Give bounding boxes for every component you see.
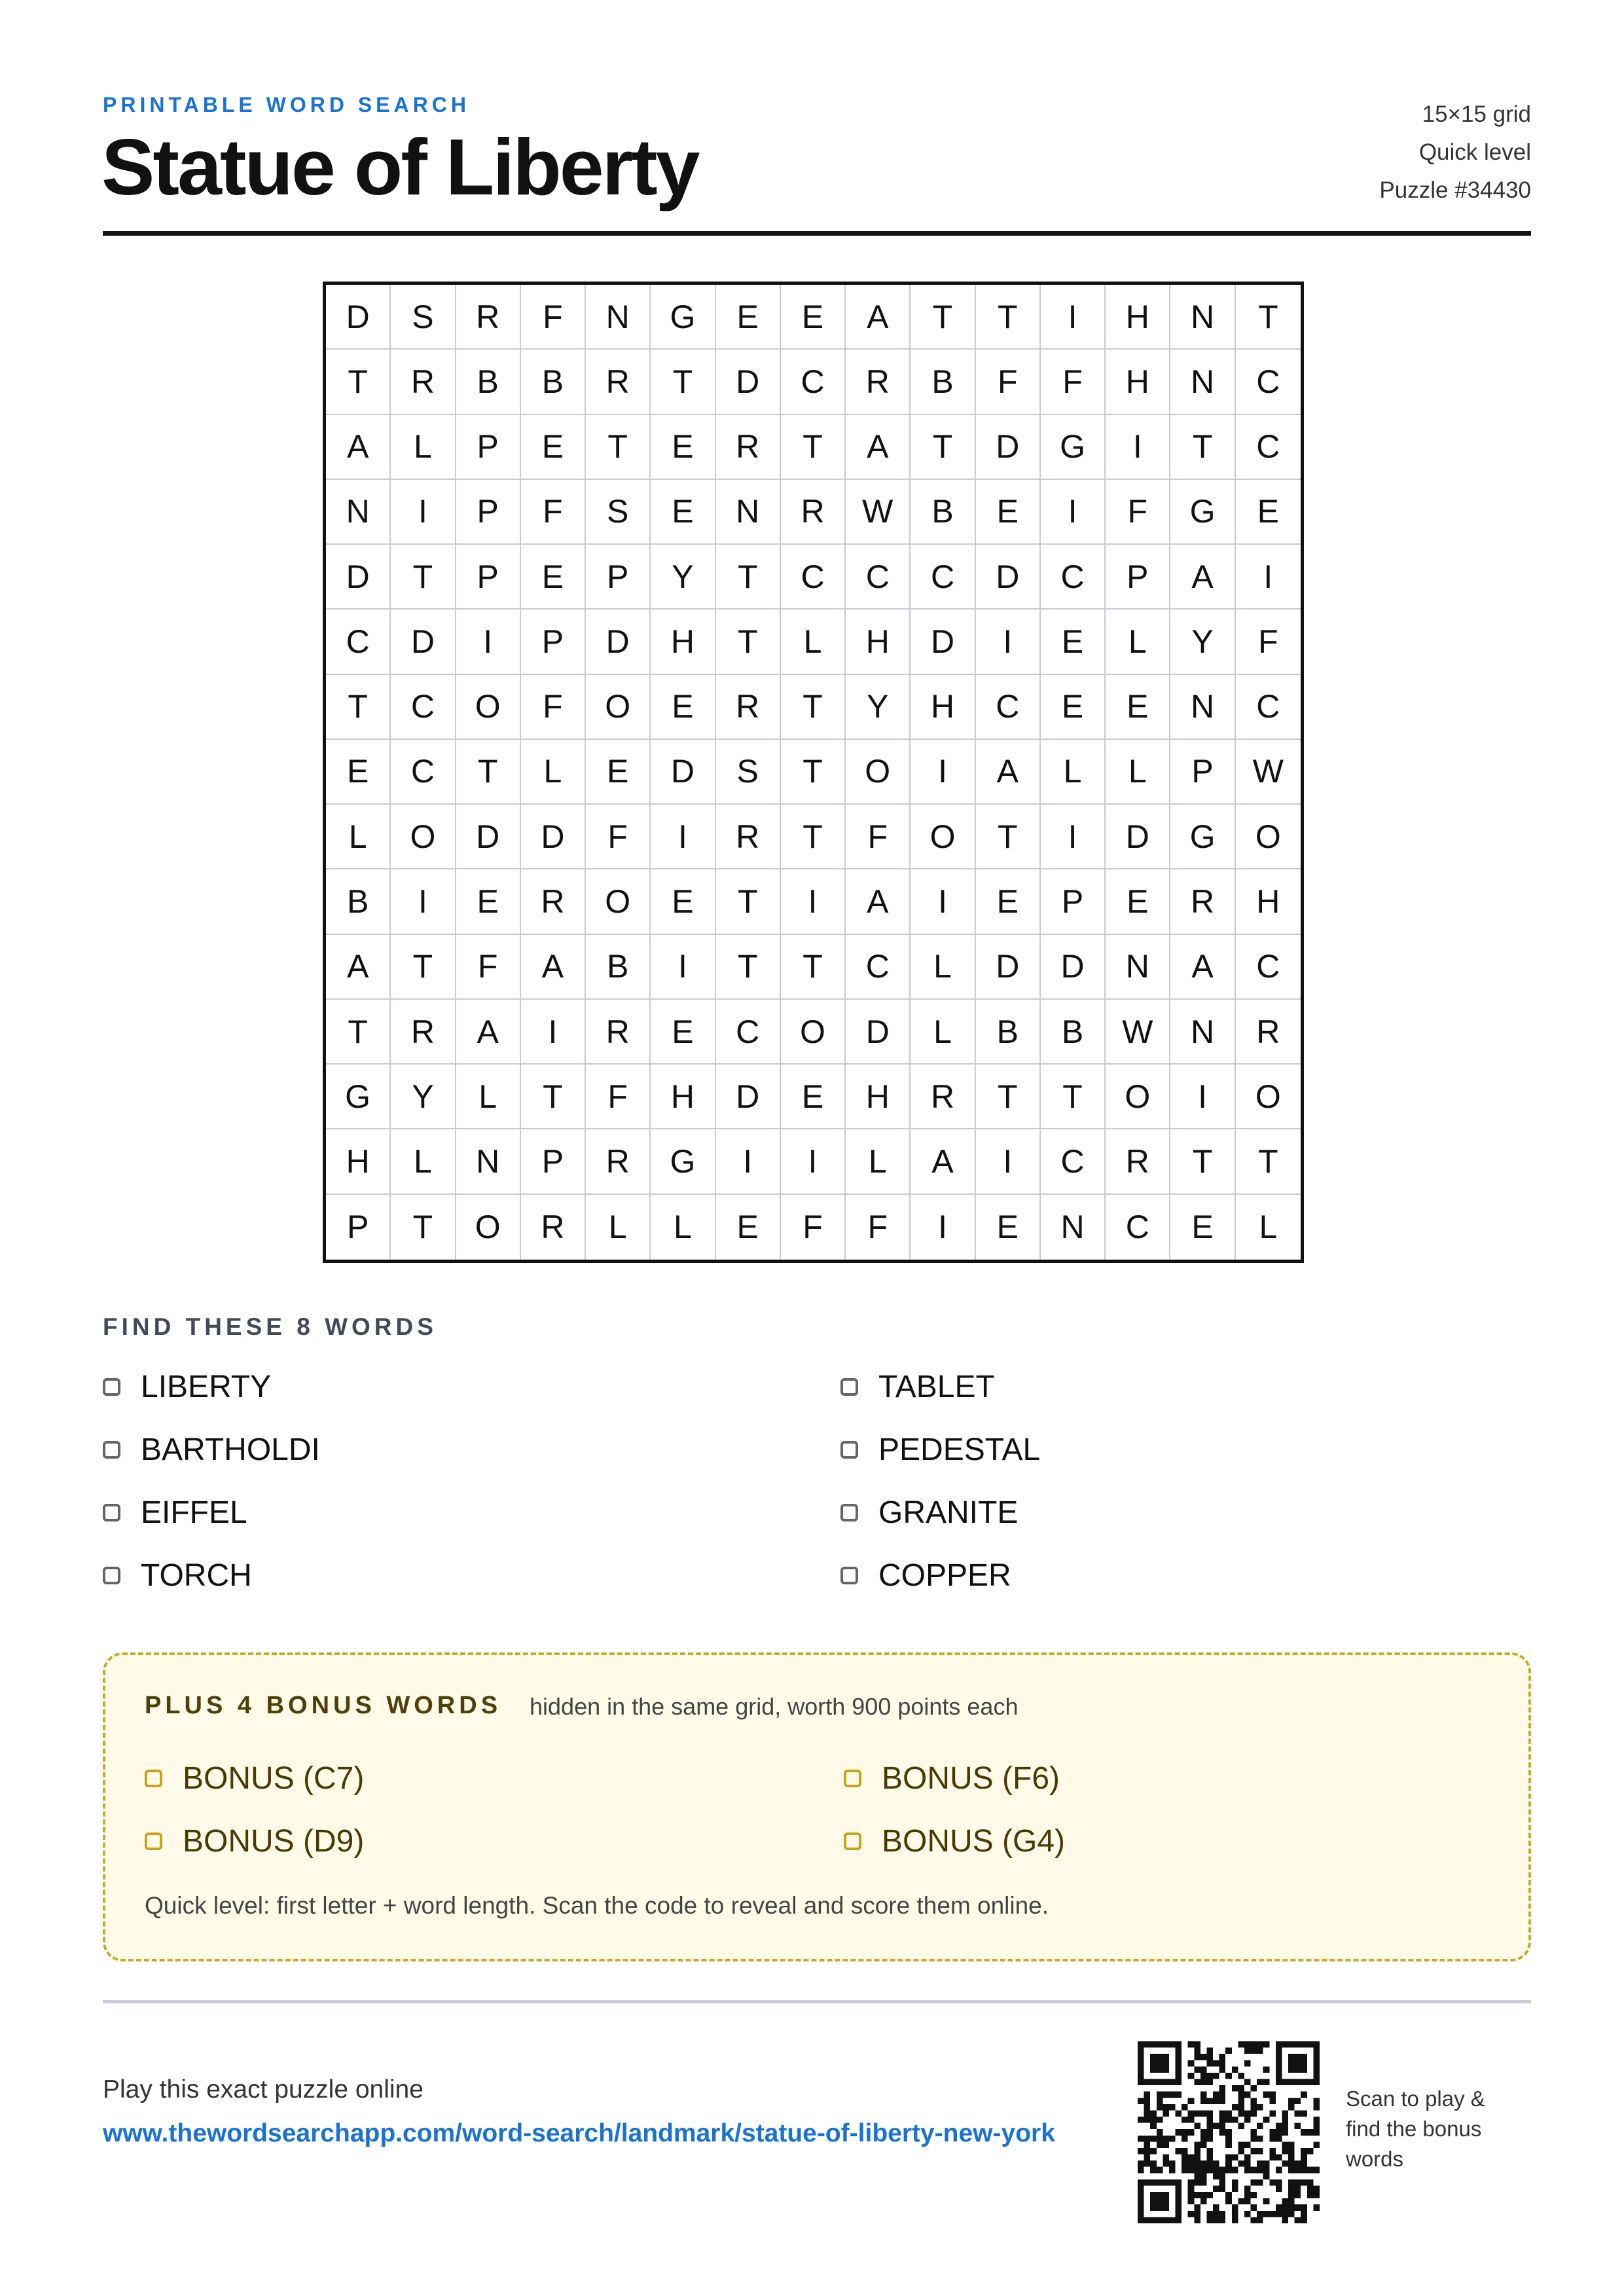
footer-divider: [103, 2000, 1531, 2003]
grid-cell[interactable]: O: [911, 805, 975, 869]
grid-cell[interactable]: D: [1106, 805, 1170, 869]
grid-cell[interactable]: D: [326, 285, 391, 350]
grid-cell[interactable]: E: [976, 1195, 1041, 1260]
grid-cell[interactable]: R: [586, 350, 651, 414]
grid-cell[interactable]: F: [521, 675, 586, 740]
grid-cell[interactable]: C: [976, 675, 1041, 740]
grid-cell[interactable]: O: [456, 675, 521, 740]
grid-cell[interactable]: T: [781, 740, 846, 805]
grid-cell[interactable]: Y: [391, 1065, 456, 1129]
grid-cell[interactable]: F: [521, 285, 586, 350]
grid-cell[interactable]: R: [1236, 1000, 1301, 1065]
grid-cell[interactable]: D: [846, 1000, 911, 1065]
grid-cell[interactable]: T: [911, 415, 975, 480]
grid-cell[interactable]: G: [1170, 480, 1235, 545]
grid-cell[interactable]: I: [391, 480, 456, 545]
grid-cell[interactable]: A: [846, 285, 911, 350]
puzzle-meta: [1379, 96, 1531, 210]
grid-cell[interactable]: N: [1170, 285, 1235, 350]
checkbox-icon[interactable]: [103, 1378, 120, 1396]
grid-cell[interactable]: H: [911, 675, 975, 740]
grid-cell[interactable]: L: [1259, 1209, 1278, 1246]
word-label: PEDESTAL: [878, 1432, 1041, 1467]
word-label: TABLET: [878, 1369, 995, 1404]
grid-cell[interactable]: T: [716, 935, 781, 1000]
grid-cell[interactable]: I: [391, 869, 456, 934]
grid-cell[interactable]: T: [1170, 1129, 1235, 1194]
grid-cell[interactable]: I: [911, 1195, 975, 1260]
word-item[interactable]: [103, 1430, 320, 1469]
word-label: EIFFEL: [141, 1495, 247, 1530]
grid-cell[interactable]: F: [846, 1195, 911, 1260]
grid-cell[interactable]: E: [976, 869, 1041, 934]
grid-cell[interactable]: E: [781, 285, 846, 350]
grid-cell[interactable]: A: [846, 415, 911, 480]
grid-cell[interactable]: I: [976, 1129, 1041, 1194]
grid-cell[interactable]: I: [716, 1129, 781, 1194]
grid-cell[interactable]: D: [521, 805, 586, 869]
checkbox-icon[interactable]: [145, 1770, 162, 1787]
grid-cell[interactable]: G: [651, 1129, 715, 1194]
puzzle-url-link[interactable]: www.thewordsearchapp.com/word-search/landmark/statue-of-liberty-new-york: [103, 2119, 1055, 2147]
grid-cell[interactable]: G: [651, 285, 715, 350]
grid-cell[interactable]: E: [1106, 675, 1170, 740]
grid-cell[interactable]: A: [976, 740, 1041, 805]
grid-cell[interactable]: D: [976, 545, 1041, 610]
grid-cell[interactable]: C: [391, 675, 456, 740]
grid-cell[interactable]: T: [716, 869, 781, 934]
grid-cell[interactable]: T: [911, 285, 975, 350]
grid-cell[interactable]: C: [1236, 415, 1301, 480]
grid-cell[interactable]: H: [651, 610, 715, 674]
grid-cell[interactable]: T: [586, 415, 651, 480]
grid-cell[interactable]: A: [326, 935, 391, 1000]
grid-cell[interactable]: L: [1106, 740, 1170, 805]
grid-cell[interactable]: F: [976, 350, 1041, 414]
grid-cell[interactable]: O: [1106, 1065, 1170, 1129]
grid-cell[interactable]: E: [716, 285, 781, 350]
grid-cell[interactable]: E: [1041, 675, 1106, 740]
grid-cell[interactable]: P: [1106, 545, 1170, 610]
grid-cell[interactable]: B: [456, 350, 521, 414]
grid-cell[interactable]: S: [391, 285, 456, 350]
bonus-label: BONUS (C7): [183, 1760, 365, 1796]
grid-cell[interactable]: R: [391, 350, 456, 414]
grid-cell[interactable]: T: [781, 805, 846, 869]
grid-cell[interactable]: R: [716, 805, 781, 869]
word-label: TORCH: [141, 1558, 252, 1593]
grid-cell[interactable]: I: [1041, 480, 1106, 545]
grid-cell[interactable]: L: [911, 935, 975, 1000]
grid-cell[interactable]: L: [1041, 740, 1106, 805]
qr-caption: Scan to play & find the bonus words: [1346, 2086, 1485, 2171]
grid-cell[interactable]: T: [1041, 1065, 1106, 1129]
grid-cell[interactable]: R: [716, 675, 781, 740]
grid-cell[interactable]: P: [1041, 869, 1106, 934]
grid-cell[interactable]: T: [781, 415, 846, 480]
grid-cell[interactable]: T: [391, 1195, 456, 1260]
checkbox-icon[interactable]: [103, 1441, 120, 1459]
grid-cell[interactable]: W: [846, 480, 911, 545]
header-divider: [103, 231, 1531, 236]
qr-code-icon[interactable]: [1138, 2041, 1320, 2223]
grid-cell[interactable]: C: [716, 1000, 781, 1065]
page-kicker: PRINTABLE WORD SEARCH: [103, 93, 470, 117]
checkbox-icon[interactable]: [103, 1504, 120, 1522]
grid-cell[interactable]: A: [521, 935, 586, 1000]
grid-cell[interactable]: G: [326, 1065, 391, 1129]
word-item[interactable]: [103, 1556, 252, 1595]
grid-cell[interactable]: F: [1236, 610, 1301, 674]
grid-cell[interactable]: H: [1106, 285, 1170, 350]
grid-cell[interactable]: O: [781, 1000, 846, 1065]
grid-cell[interactable]: O: [846, 740, 911, 805]
grid-cell[interactable]: L: [651, 1195, 715, 1260]
grid-cell[interactable]: T: [1236, 285, 1301, 350]
grid-cell[interactable]: C: [781, 545, 846, 610]
grid-cell[interactable]: C: [1041, 545, 1106, 610]
grid-cell[interactable]: P: [521, 610, 586, 674]
grid-cell[interactable]: H: [846, 610, 911, 674]
word-label: LIBERTY: [141, 1369, 272, 1404]
grid-cell[interactable]: T: [326, 675, 391, 740]
grid-cell[interactable]: D: [391, 610, 456, 674]
grid-cell[interactable]: E: [521, 415, 586, 480]
grid-cell[interactable]: N: [456, 1129, 521, 1194]
grid-cell[interactable]: B: [911, 350, 975, 414]
grid-cell[interactable]: E: [521, 545, 586, 610]
grid-cell[interactable]: D: [1041, 935, 1106, 1000]
grid-cell[interactable]: R: [586, 1000, 651, 1065]
word-list-title: FIND THESE 8 WORDS: [103, 1313, 437, 1340]
grid-cell[interactable]: E: [586, 740, 651, 805]
grid-cell[interactable]: O: [1236, 1065, 1301, 1129]
word-label: BARTHOLDI: [141, 1432, 320, 1467]
grid-cell[interactable]: N: [1041, 1195, 1106, 1260]
grid-cell[interactable]: E: [976, 480, 1041, 545]
grid-cell[interactable]: C: [781, 350, 846, 414]
grid-cell[interactable]: O: [586, 675, 651, 740]
checkbox-icon[interactable]: [844, 1832, 861, 1850]
grid-cell[interactable]: P: [456, 545, 521, 610]
grid-cell[interactable]: P: [456, 480, 521, 545]
grid-cell[interactable]: G: [1170, 805, 1235, 869]
bonus-item[interactable]: [145, 1758, 364, 1798]
bonus-label: BONUS (G4): [882, 1823, 1066, 1859]
grid-cell[interactable]: C: [1236, 350, 1301, 414]
checkbox-icon[interactable]: [103, 1567, 120, 1584]
grid-cell[interactable]: T: [781, 675, 846, 740]
grid-cell[interactable]: L: [326, 805, 391, 869]
bonus-label: BONUS (D9): [183, 1823, 365, 1859]
bonus-label: BONUS (F6): [882, 1760, 1060, 1796]
grid-cell[interactable]: F: [846, 805, 911, 869]
checkbox-icon[interactable]: [844, 1770, 861, 1787]
grid-cell[interactable]: T: [1236, 1129, 1301, 1194]
grid-cell[interactable]: I: [781, 869, 846, 934]
grid-cell[interactable]: N: [1170, 1000, 1235, 1065]
grid-cell[interactable]: A: [911, 1129, 975, 1194]
grid-cell[interactable]: R: [716, 415, 781, 480]
grid-cell[interactable]: R: [781, 480, 846, 545]
grid-cell[interactable]: Y: [1170, 610, 1235, 674]
grid-cell[interactable]: E: [1236, 480, 1301, 545]
grid-cell[interactable]: N: [1170, 675, 1235, 740]
grid-cell[interactable]: T: [326, 1000, 391, 1065]
grid-cell[interactable]: R: [1170, 869, 1235, 934]
grid-cell[interactable]: L: [391, 1129, 456, 1194]
grid-cell[interactable]: F: [521, 480, 586, 545]
grid-cell[interactable]: E: [1106, 869, 1170, 934]
word-item[interactable]: [840, 1367, 995, 1406]
grid-cell[interactable]: T: [456, 740, 521, 805]
grid-cell[interactable]: I: [521, 1000, 586, 1065]
grid-cell[interactable]: S: [716, 740, 781, 805]
difficulty-level: Quick level: [1418, 139, 1531, 165]
grid-cell[interactable]: A: [846, 869, 911, 934]
grid-cell[interactable]: R: [586, 1129, 651, 1194]
grid-cell[interactable]: F: [456, 935, 521, 1000]
grid-cell[interactable]: C: [1236, 675, 1301, 740]
grid-cell[interactable]: L: [391, 415, 456, 480]
grid-cell[interactable]: I: [1236, 545, 1301, 610]
grid-cell[interactable]: T: [521, 1065, 586, 1129]
grid-cell[interactable]: R: [456, 285, 521, 350]
bonus-item[interactable]: [844, 1758, 1060, 1798]
word-item[interactable]: [840, 1430, 1040, 1469]
grid-cell[interactable]: N: [326, 480, 391, 545]
grid-cell[interactable]: I: [976, 610, 1041, 674]
grid-cell[interactable]: I: [1041, 285, 1106, 350]
grid-cell[interactable]: H: [326, 1129, 391, 1194]
grid-cell[interactable]: E: [651, 869, 715, 934]
letter-grid: [323, 282, 1304, 1263]
grid-cell[interactable]: E: [456, 869, 521, 934]
grid-cell[interactable]: F: [586, 1065, 651, 1129]
bonus-panel: [103, 1652, 1531, 1961]
grid-cell[interactable]: N: [586, 285, 651, 350]
checkbox-icon[interactable]: [840, 1378, 858, 1396]
grid-cell[interactable]: N: [716, 480, 781, 545]
grid-cell[interactable]: L: [1106, 610, 1170, 674]
grid-cell[interactable]: I: [651, 805, 715, 869]
grid-cell[interactable]: L: [911, 1000, 975, 1065]
grid-cell[interactable]: H: [1106, 350, 1170, 414]
grid-cell[interactable]: I: [781, 1129, 846, 1194]
grid-cell[interactable]: L: [586, 1195, 651, 1260]
grid-cell[interactable]: T: [326, 350, 391, 414]
grid-cell[interactable]: R: [521, 869, 586, 934]
checkbox-icon[interactable]: [840, 1441, 858, 1459]
word-item[interactable]: [103, 1493, 247, 1532]
grid-cell[interactable]: Y: [846, 675, 911, 740]
grid-cell[interactable]: B: [911, 480, 975, 545]
play-online-label: Play this exact puzzle online: [103, 2075, 424, 2104]
grid-cell[interactable]: R: [911, 1065, 975, 1129]
grid-cell[interactable]: D: [586, 610, 651, 674]
grid-cell[interactable]: T: [391, 545, 456, 610]
word-item[interactable]: [103, 1367, 271, 1406]
grid-cell[interactable]: O: [1236, 805, 1301, 869]
grid-cell[interactable]: L: [846, 1129, 911, 1194]
grid-cell[interactable]: T: [976, 805, 1041, 869]
bonus-subtitle: hidden in the same grid, worth 900 points each: [530, 1693, 1019, 1720]
grid-cell[interactable]: T: [976, 285, 1041, 350]
page-title: Statue of Liberty: [101, 122, 698, 211]
grid-cell[interactable]: E: [651, 675, 715, 740]
grid-cell[interactable]: I: [911, 740, 975, 805]
grid-cell[interactable]: C: [391, 740, 456, 805]
grid-cell[interactable]: F: [781, 1195, 846, 1260]
grid-cell[interactable]: D: [716, 350, 781, 414]
grid-cell[interactable]: P: [521, 1129, 586, 1194]
grid-cell[interactable]: O: [391, 805, 456, 869]
grid-cell[interactable]: S: [586, 480, 651, 545]
grid-cell[interactable]: C: [1106, 1195, 1170, 1260]
bonus-title: PLUS 4 BONUS WORDS: [145, 1692, 502, 1719]
grid-cell[interactable]: I: [1041, 805, 1106, 869]
grid-cell[interactable]: B: [326, 869, 391, 934]
grid-cell[interactable]: D: [976, 935, 1041, 1000]
bonus-note: Quick level: first letter + word length. Scan the code to reveal and score them online.: [145, 1892, 1049, 1919]
grid-cell[interactable]: R: [521, 1195, 586, 1260]
grid-cell[interactable]: C: [911, 545, 975, 610]
grid-cell[interactable]: T: [716, 610, 781, 674]
grid-cell[interactable]: F: [586, 805, 651, 869]
grid-cell[interactable]: E: [326, 740, 391, 805]
grid-cell[interactable]: N: [1170, 350, 1235, 414]
grid-cell[interactable]: F: [1041, 350, 1106, 414]
grid-cell[interactable]: W: [1106, 1000, 1170, 1065]
grid-cell[interactable]: E: [1041, 610, 1106, 674]
checkbox-icon[interactable]: [840, 1567, 858, 1584]
bonus-item[interactable]: [145, 1821, 364, 1861]
grid-cell[interactable]: T: [976, 1065, 1041, 1129]
grid-cell[interactable]: A: [1170, 545, 1235, 610]
grid-cell[interactable]: T: [1170, 415, 1235, 480]
grid-cell[interactable]: P: [326, 1195, 391, 1260]
grid-cell[interactable]: L: [781, 610, 846, 674]
grid-cell[interactable]: H: [651, 1065, 715, 1129]
grid-cell[interactable]: O: [456, 1195, 521, 1260]
grid-cell[interactable]: T: [781, 935, 846, 1000]
word-item[interactable]: [840, 1556, 1011, 1595]
grid-cell[interactable]: D: [976, 415, 1041, 480]
grid-cell[interactable]: N: [1106, 935, 1170, 1000]
grid-cell[interactable]: D: [716, 1065, 781, 1129]
grid-cell[interactable]: F: [1106, 480, 1170, 545]
grid-cell[interactable]: I: [1170, 1065, 1235, 1129]
grid-cell[interactable]: C: [846, 935, 911, 1000]
grid-cell[interactable]: C: [326, 610, 391, 674]
grid-cell[interactable]: H: [846, 1065, 911, 1129]
grid-cell[interactable]: T: [391, 935, 456, 1000]
grid-cell[interactable]: B: [1041, 1000, 1106, 1065]
grid-cell[interactable]: E: [781, 1065, 846, 1129]
puzzle-number: Puzzle #34430: [1379, 177, 1531, 203]
word-label: GRANITE: [878, 1495, 1019, 1530]
grid-cell[interactable]: T: [716, 545, 781, 610]
grid-cell[interactable]: I: [1106, 415, 1170, 480]
grid-cell[interactable]: A: [326, 415, 391, 480]
grid-cell[interactable]: B: [976, 1000, 1041, 1065]
grid-cell[interactable]: E: [716, 1195, 781, 1260]
grid-cell[interactable]: W: [1236, 740, 1301, 805]
grid-cell[interactable]: C: [846, 545, 911, 610]
grid-cell[interactable]: C: [1236, 935, 1301, 1000]
grid-cell[interactable]: B: [586, 935, 651, 1000]
grid-cell[interactable]: E: [651, 480, 715, 545]
grid-cell[interactable]: C: [1041, 1129, 1106, 1194]
grid-cell[interactable]: A: [456, 1000, 521, 1065]
grid-cell[interactable]: G: [1041, 415, 1106, 480]
grid-cell[interactable]: R: [846, 350, 911, 414]
grid-cell[interactable]: I: [651, 935, 715, 1000]
grid-cell[interactable]: H: [1236, 869, 1301, 934]
grid-cell[interactable]: L: [521, 740, 586, 805]
grid-cell[interactable]: T: [651, 350, 715, 414]
grid-cell[interactable]: E: [1170, 1195, 1235, 1260]
grid-cell[interactable]: P: [1170, 740, 1235, 805]
grid-cell[interactable]: I: [911, 869, 975, 934]
grid-cell[interactable]: I: [456, 610, 521, 674]
grid-cell[interactable]: L: [456, 1065, 521, 1129]
grid-cell[interactable]: R: [391, 1000, 456, 1065]
grid-cell[interactable]: R: [1106, 1129, 1170, 1194]
grid-cell[interactable]: E: [651, 1000, 715, 1065]
grid-cell[interactable]: D: [651, 740, 715, 805]
word-item[interactable]: [840, 1493, 1018, 1532]
grid-cell[interactable]: P: [456, 415, 521, 480]
grid-cell[interactable]: D: [326, 545, 391, 610]
grid-cell[interactable]: B: [521, 350, 586, 414]
grid-cell[interactable]: P: [586, 545, 651, 610]
checkbox-icon[interactable]: [840, 1504, 858, 1522]
grid-cell[interactable]: O: [586, 869, 651, 934]
grid-cell[interactable]: Y: [651, 545, 715, 610]
bonus-item[interactable]: [844, 1821, 1065, 1861]
grid-cell[interactable]: D: [456, 805, 521, 869]
grid-size: 15×15 grid: [1422, 101, 1531, 127]
grid-cell[interactable]: A: [1170, 935, 1235, 1000]
word-label: COPPER: [878, 1558, 1011, 1593]
grid-cell[interactable]: D: [911, 610, 975, 674]
grid-cell[interactable]: E: [651, 415, 715, 480]
checkbox-icon[interactable]: [145, 1832, 162, 1850]
